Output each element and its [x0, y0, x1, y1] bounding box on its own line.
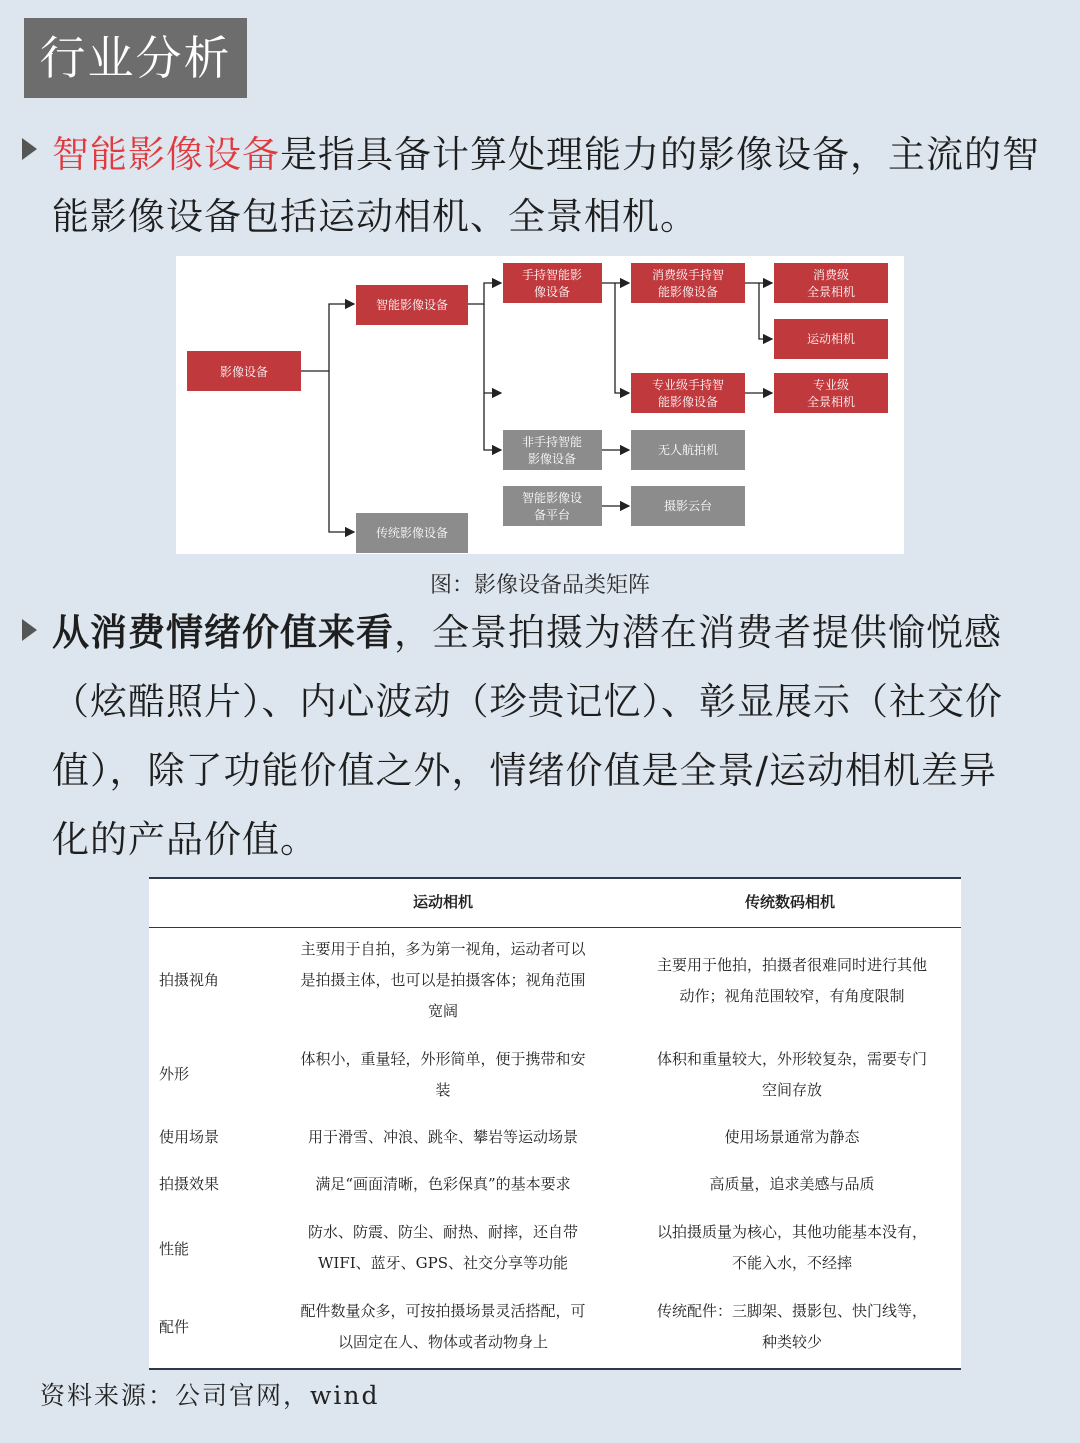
svg-text:手持智能影: 手持智能影: [521, 268, 583, 282]
svg-text:传统影像设备: 传统影像设备: [375, 526, 449, 540]
node-action-cam: [774, 319, 888, 359]
node-traditional: [356, 513, 468, 553]
svg-text:能影像设备: 能影像设备: [657, 395, 719, 409]
header-action-cam: 运动相机: [412, 893, 473, 911]
node-pro-panorama: [774, 373, 888, 413]
node-root: [187, 351, 301, 391]
node-smart: [356, 285, 468, 325]
svg-text:影像设备: 影像设备: [219, 365, 269, 379]
diagram-caption: 图：影像设备品类矩阵: [429, 573, 650, 598]
emotion-paragraph: 从消费情绪价值来看，全景拍摄为潜在消费者提供愉悦感 （炫酷照片）、内心波动（珍贵记忆）、彰显展示（社交价 值），除了功能价值之外，情绪价值是全景/运动相机差异 化的产品价值。: [52, 611, 1003, 861]
comparison-table: 运动相机 传统数码相机 拍摄视角 主要用于自拍，多为第一视角，运动者可以 是拍摄主体，也可以是拍摄客体；视角范围 宽阔 主要用于他拍，拍摄者很难同时进行其他 动作；视角范围较窄，有角度限制 外形 体积小，重量轻，外形简单，便于携带和安 装 体积和重量较大，外形较复杂，需要专门 空间存放 使用场景 用于滑雪、冲浪、跳伞、攀岩等运动场景 使用场景通常为静态 拍摄效果 满足“画面清晰，色彩保真”的基本要求 高质量，追求美感与品质 性能 防水、防震、防尘、耐热、耐摔，还自带 WIFI、蓝牙、GPS、社交分享等功能 以拍摄质量为核心，其他功能基本没有， 不能入水，不经摔 配件 配件数量众多，可按拍摄场景灵活搭配，可 以固定在人、物体或者动物身上 传统配件：三脚架、摄影包、快门线等， 种类较少: [149, 877, 961, 1370]
intro-paragraph: 智能影像设备是指具备计算处理能力的影像设备，主流的智 能影像设备包括运动相机、全景相机。: [52, 133, 1040, 238]
svg-text:消费级: 消费级: [812, 268, 850, 282]
node-handheld: [503, 263, 602, 303]
svg-text:消费级手持智: 消费级手持智: [651, 268, 725, 282]
svg-text:专业级: 专业级: [812, 378, 850, 392]
svg-text:无人航拍机: 无人航拍机: [657, 443, 719, 457]
svg-text:专业级手持智: 专业级手持智: [651, 378, 725, 392]
svg-text:备平台: 备平台: [533, 508, 571, 522]
node-consumer-handheld: [631, 263, 745, 303]
bullet-icon: [22, 619, 37, 641]
node-gimbal: [631, 486, 745, 526]
category-matrix-diagram: [176, 256, 904, 554]
node-consumer-panorama: [774, 263, 888, 303]
svg-text:智能影像设备: 智能影像设备: [375, 298, 449, 312]
svg-text:影像设备: 影像设备: [527, 452, 577, 466]
highlight-term: 智能影像设备: [52, 133, 280, 176]
table-header: [149, 879, 961, 928]
svg-text:全景相机: 全景相机: [806, 285, 856, 299]
section-title: 行业分析: [24, 18, 247, 98]
source-note: 资料来源：公司官网，wind: [40, 1381, 380, 1410]
bold-lead: 从消费情绪价值来看: [52, 611, 394, 654]
svg-text:运动相机: 运动相机: [806, 332, 856, 346]
node-platform: [503, 486, 602, 526]
node-drone: [631, 430, 745, 470]
svg-text:智能影像设: 智能影像设: [521, 491, 583, 505]
node-non-handheld: [503, 430, 602, 470]
bullet-icon: [22, 138, 37, 160]
node-pro-handheld: [631, 373, 745, 413]
header-digital-cam: 传统数码相机: [744, 893, 835, 911]
svg-text:能影像设备: 能影像设备: [657, 285, 719, 299]
svg-text:摄影云台: 摄影云台: [663, 499, 713, 513]
svg-text:像设备: 像设备: [533, 285, 571, 299]
svg-text:全景相机: 全景相机: [806, 395, 856, 409]
svg-text:非手持智能: 非手持智能: [521, 435, 583, 449]
